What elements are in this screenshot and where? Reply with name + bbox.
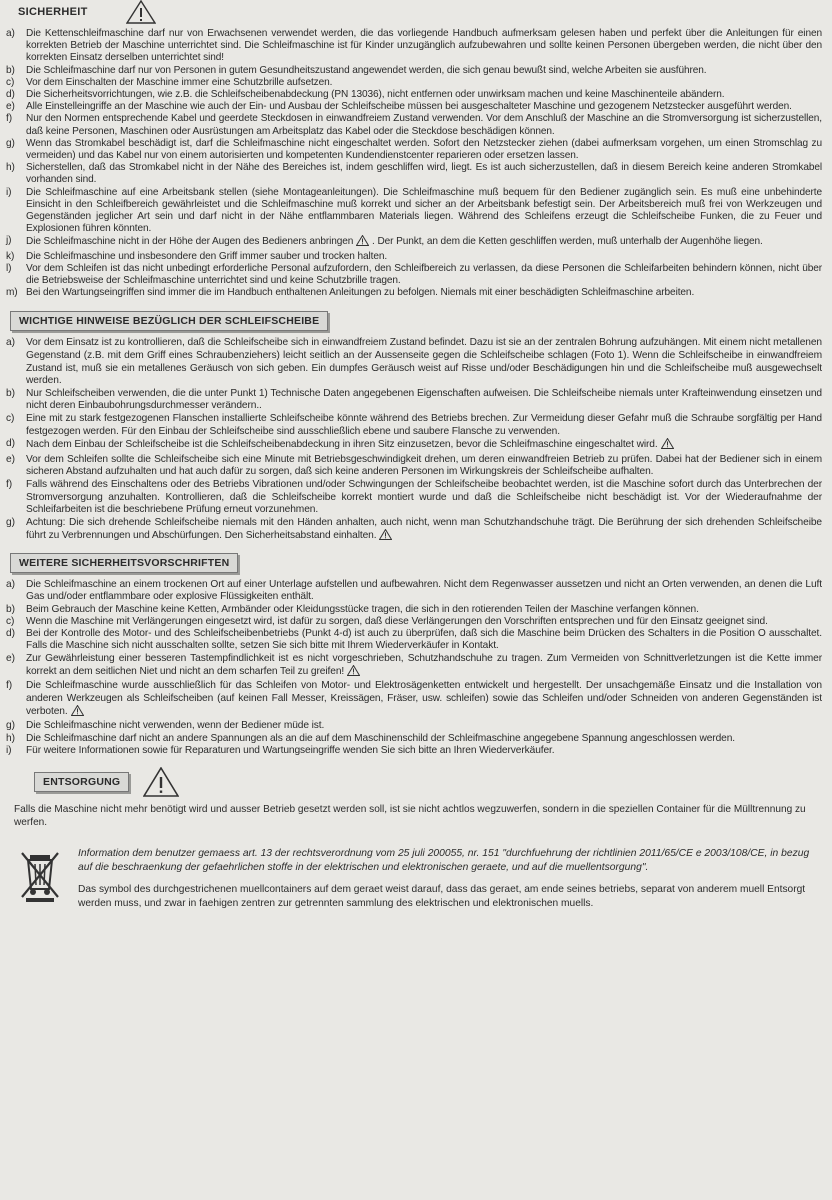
item-text [26, 616, 822, 628]
item-text-part: Nur Schleifscheiben verwenden, die die unter Punkt 1) Technische Daten angegebenen Eigenschaften aufweisen. Die Schleifscheibe niemals unter Krafteinwendung einsetzen und nicht deren Einbaubohrungsdurchmesser verändern.. [26, 387, 822, 412]
item-text [26, 162, 822, 186]
item-letter: m) [6, 287, 18, 299]
safety-item [6, 138, 822, 162]
item-text-part: Die Schleifmaschine auf eine Arbeitsbank stellen (siehe Montageanleitungen). Die Schleifmaschine muß bequem für den Bediener zugänglich sein. Es muß eine unbehinderte Einsicht in den Schleifbereich gewährleistet und die Schleifmaschine muß korrekt und sicher an der Arbeitsbank befestigt sein. Der Arbeitsbereich muß frei von Werkzeugen und Gegenständen jeglicher Art sein und darf nicht in der Nähe entflammbaren Materials liegen. Während des Schleifens erzeugt die Schleifscheibe Funken, die zu Feuer und Explosionen führen könnten. [26, 186, 822, 235]
item-letter: j) [6, 235, 12, 247]
item-text-part: Vor dem Schleifen sollte die Schleifscheibe sich eine Minute mit Betriebsgeschwindigkeit drehen, um deren einwandfreien Betrieb zu prüfen. Dabei hat der Bediener sich in einem sicheren Abstand aufzuhalten und hat auch dafür zu sorgen, daß sich keine anderen Personen im Wirkungskreis der Schleifscheibe aufhalten. [26, 453, 822, 478]
safety-item [6, 251, 822, 263]
item-letter: c) [6, 76, 15, 88]
wheel-section-header [10, 311, 328, 331]
further-list [6, 579, 822, 757]
item-text-part: Die Schleifmaschine darf nur von Personen in gutem Gesundheitszustand angewendet werden, die sich genau bewußt sind, welche Arbeiten sie ausführen. [26, 64, 707, 76]
item-letter: h) [6, 162, 15, 174]
item-text-part: Falls während des Einschaltens oder des Betriebs Vibrationen und/oder Schwingungen der Schleifscheibe beobachtet werden, ist die Maschine sofort durch das Unterbrechen der Stromversorgung anzuhalten. Kontrollieren, daß die Schleifscheibe korrekt montiert wurde und daß die Schleifscheibe nicht beschädigt ist. Vor der Wiederaufnahme der Schleifarbeiten ist die beschriebene Prüfung erneut vorzunehmen. [26, 479, 822, 516]
item-text-part: Die Kettenschleifmaschine darf nur von Erwachsenen verwendet werden, die das vorliegende Handbuch aufmerksam gelesen haben und perfekt über die Anleitungen für einen korrekten Betrieb der Maschine unterrichtet sind. Die Schleifmaschine ist für Kinder unzugänglich aufzubewahren und sollte keinen Personen übergeben werden, die nicht über den korrekten Einsatz derselben unterrichtet sind! [26, 28, 822, 64]
item-text [26, 77, 822, 89]
item-letter: f) [6, 680, 13, 692]
weee-block [6, 847, 822, 911]
warning-triangle-icon [347, 665, 360, 680]
item-letter: b) [6, 603, 15, 615]
item-letter: f) [6, 113, 12, 125]
item-text-part: Eine mit zu stark festgezogenen Flanschen installierte Schleifscheibe könnte während des Betriebs brechen. Zur Vermeidung dieser Gefahr muß die Schraube sorgfältig per Hand festgezogen werden. Für den Einbau der Schleifscheibe sind ausschließlich ebene und saubere Flansche zu verwenden. [26, 413, 822, 437]
further-item [6, 616, 822, 628]
item-letter: a) [6, 337, 15, 349]
item-text [26, 138, 822, 162]
safety-item [6, 113, 822, 137]
safety-item [6, 235, 822, 250]
weee-symbol-text: Das symbol des durchgestrichenen muellcontainers auf dem geraet weist darauf, dass das geraet, am ende seines betriebs, separat von anderem muell Entsorgt werden muss, und zwar in faehigen zentren zur getrennten sammlung des elektrischen und elektronischen muells. [78, 884, 806, 910]
safety-list [6, 28, 822, 299]
item-text [26, 187, 822, 236]
item-text [26, 337, 822, 387]
item-letter: g) [6, 720, 15, 732]
item-text [26, 89, 822, 101]
item-text [26, 733, 822, 745]
safety-item [6, 28, 822, 65]
disposal-text: Falls die Maschine nicht mehr benötigt wird und ausser Betrieb gesetzt werden soll, ist sie nicht achtlos wegzuwerfen, sondern in die speziellen Container für die Mülltrennung zu werfen. [14, 804, 806, 829]
item-text [26, 517, 822, 545]
item-text [26, 745, 822, 757]
disposal-section-header [34, 772, 129, 792]
further-item [6, 604, 822, 616]
item-text-part: Wenn die Maschine mit Verlängerungen eingesetzt wird, ist dafür zu sorgen, daß diese Verlängerungen den Vorschriften entsprechen und für den Einsatz geeignet sind. [26, 615, 768, 627]
item-text-part: Sicherstellen, daß das Stromkabel nicht in der Nähe des Bereiches ist, indem geschliffen wird, liegt. Es ist auch sicherzustellen, daß in diesem Bereich keine anderen Stromkabel vorhanden sind. [26, 162, 822, 186]
wheel-item [6, 388, 822, 413]
item-letter: a) [6, 28, 15, 39]
item-letter: d) [6, 438, 15, 450]
item-letter: k) [6, 250, 15, 262]
warning-triangle-icon [143, 767, 179, 797]
further-item [6, 720, 822, 732]
item-letter: c) [6, 615, 15, 627]
item-letter: e) [6, 101, 15, 113]
item-text [26, 680, 822, 720]
safety-item [6, 287, 822, 299]
item-letter: f) [6, 479, 13, 490]
item-text [26, 438, 822, 454]
wheel-item [6, 438, 822, 454]
item-text [26, 388, 822, 413]
item-letter: l) [6, 262, 12, 274]
safety-item [6, 101, 822, 113]
item-text-part: Vor dem Schleifen ist das nicht unbedingt erforderliche Personal aufzufordern, den Schleifbereich zu verlassen, da diese Personen die Schleifarbeiten behindern können, nicht über die Betriebsweise der Schleifmaschine unterrichtet sind und keine Schutzbrille tragen. [26, 262, 822, 287]
item-text [26, 579, 822, 604]
item-text-part: Zur Gewährleistung einer besseren Tastempfindlichkeit ist es nicht vorgeschrieben, Schutzhandschuhe zu tragen. Zum Vermeiden von Schnittverletzungen ist die Kette immer korrekt an dem seitlichen Niet und nicht an dem scharfen Teil zu greifen! [26, 652, 822, 678]
item-text-part: Die Sicherheitsvorrichtungen, wie z.B. die Schleifscheibenabdeckung (PN 13036), nicht entfernen oder unwirksam machen und keine Maschinenteile abändern. [26, 89, 725, 101]
item-letter: b) [6, 387, 15, 399]
item-text-part: Bei den Wartungseingriffen sind immer die im Handbuch enthaltenen Anleitungen zu befolgen. Niemals mit einer beschädigten Schleifmaschine arbeiten. [26, 287, 695, 299]
item-text-part: Bei der Kontrolle des Motor- und des Schleifscheibenbetriebs (Punkt 4-d) ist auch zu überprüfen, daß sich die Maschine beim Drücken des Schalters in die Position O ausschaltet. Falls die Maschine sich nicht ausschalten sollte, setzen Sie sich bitte mit Ihrem Wiederverkäufer in Kontakt. [26, 628, 822, 652]
disposal-title: ENTSORGUNG [43, 776, 121, 789]
weee-info-text: Information dem benutzer gemaess art. 13 der rechtsverordnung vom 25 juli 200055, nr. 151 "durchfuehrung der richtlinien 2011/65/CE e 2003/108/CE, in bezug auf die beschraenkung der gefaehrlichen stoffe in der elektrischen und elektronischen geraete, und auf die muellentsorgung". [78, 848, 810, 874]
item-letter: h) [6, 732, 15, 744]
item-text-part: Die Schleifmaschine darf nicht an andere Spannungen als an die auf dem Maschinenschild der Schleifmaschine angegebene Spannung angeschlossen werden. [26, 732, 735, 744]
safety-header [6, 0, 822, 24]
further-item [6, 733, 822, 745]
item-text [26, 263, 822, 287]
safety-title: SICHERHEIT [18, 6, 88, 18]
further-item [6, 680, 822, 720]
further-item [6, 579, 822, 604]
item-text [26, 604, 822, 616]
safety-item [6, 187, 822, 236]
item-letter: b) [6, 64, 15, 76]
further-title: WEITERE SICHERHEITSVORSCHRIFTEN [19, 556, 230, 569]
item-letter: g) [6, 516, 15, 528]
safety-item [6, 162, 822, 186]
item-text [26, 628, 822, 653]
crossed-bin-icon [18, 847, 62, 903]
item-letter: e) [6, 453, 15, 465]
item-text-part: Achtung: Die sich drehende Schleifscheibe niemals mit den Händen anhalten, auch nicht, wenn man Schutzhandschuhe trägt. Die Berührung der sich drehenden Schleifscheibe führt zu Verbrennungen und Abschürfungen. Den Sicherheitsabstand einhalten. [26, 516, 822, 542]
item-text [26, 720, 822, 732]
item-text-part: Nur den Normen entsprechende Kabel und geerdete Steckdosen in einwandfreiem Zustand verwenden. Vor dem Anschluß der Maschine an die Stromversorgung ist sicherzustellen, daß keine Personen, Maschinen oder Ausrüstungen am Arbeitsplatz das Kabel oder die Steckdose beschädigen können. [26, 113, 822, 137]
item-letter: i) [6, 744, 12, 756]
item-text [26, 454, 822, 479]
item-letter: i) [6, 186, 12, 198]
item-text-part: Für weitere Informationen sowie für Reparaturen und Wartungseingriffe wenden Sie sich bitte an Ihren Wiederverkäufer. [26, 744, 555, 756]
warning-triangle-icon [379, 529, 392, 545]
wheel-item [6, 517, 822, 545]
item-text-part: . Der Punkt, an dem die Ketten geschliffen werden, muß unterhalb der Augenhöhe liegen. [369, 236, 763, 248]
item-letter: d) [6, 89, 15, 101]
wheel-item [6, 454, 822, 479]
item-text-part: Alle Einstelleingriffe an der Maschine wie auch der Ein- und Ausbau der Schleifscheibe müssen bei ausgeschalteter Maschine und gezogenem Netzstecker ausgeführt werden. [26, 101, 792, 113]
wheel-item [6, 413, 822, 438]
further-item [6, 745, 822, 757]
warning-triangle-icon [126, 0, 156, 24]
safety-item [6, 65, 822, 77]
warning-triangle-icon [71, 705, 84, 720]
safety-item [6, 263, 822, 287]
warning-triangle-icon [356, 235, 369, 250]
further-section-header [10, 553, 238, 573]
item-text [26, 65, 822, 77]
item-text-part: Vor dem Einschalten der Maschine immer eine Schutzbrille aufsetzen. [26, 76, 333, 88]
item-text-part: Beim Gebrauch der Maschine keine Ketten, Armbänder oder Kleidungsstücke tragen, die sich in den rotierenden Teilen der Maschine verfangen können. [26, 603, 699, 615]
wheel-item [6, 479, 822, 517]
item-text [26, 413, 822, 438]
item-text-part: Die Schleifmaschine und insbesondere den Griff immer sauber und trocken halten. [26, 250, 388, 262]
item-letter: a) [6, 578, 15, 590]
wheel-title: WICHTIGE HINWEISE BEZÜGLICH DER SCHLEIFSCHEIBE [19, 315, 320, 328]
item-text [26, 113, 822, 137]
safety-item [6, 89, 822, 101]
item-text [26, 287, 822, 299]
item-text-part: Nach dem Einbau der Schleifscheibe ist die Schleifscheibenabdeckung in ihren Sitz einzusetzen, bevor die Schleifmaschine eingeschaltet wird. [26, 439, 658, 451]
item-text [26, 235, 822, 250]
item-letter: g) [6, 137, 15, 149]
further-item [6, 628, 822, 653]
item-text-part: Die Schleifmaschine wurde ausschließlich für das Schleifen von Motor- und Elektrosägenketten entwickelt und hergestellt. Der unsachgemäße Einsatz und die Installation von anderen Werkzeugen als Schleifscheiben (auf keinen Fall Messer, Kreissägen, Fräser, usw. schleifen) sowie das Schleifen und/oder Schneiden von anderen Gegenständen ist verboten. [26, 680, 822, 717]
item-text [26, 479, 822, 517]
item-text [26, 653, 822, 681]
item-text-part: Die Schleifmaschine nicht in der Höhe der Augen des Bedieners anbringen [26, 236, 354, 248]
item-text-part: Die Schleifmaschine an einem trockenen Ort auf einer Unterlage aufstellen und aufbewahren. Nicht dem Regenwasser aussetzen und nicht an Orten verwenden, an denen die Luft Gas und/oder entflammbare oder explosive Flüssigkeiten enthält. [26, 578, 822, 603]
further-item [6, 653, 822, 681]
item-text [26, 101, 822, 113]
item-letter: d) [6, 628, 15, 640]
wheel-item [6, 337, 822, 387]
item-text [26, 28, 822, 65]
wheel-list [6, 337, 822, 545]
item-text [26, 251, 822, 263]
safety-item [6, 77, 822, 89]
item-text-part: Wenn das Stromkabel beschädigt ist, darf die Schleifmaschine nicht eingeschaltet werden. Sofort den Netzstecker ziehen (dabei aufmerksam vorgehen, um einen Stromschlag zu vermeiden) und das Kabel nur von einem autorisierten und kompetenten Kundendienstcenter reparieren oder ersetzen lassen. [26, 137, 822, 162]
item-letter: e) [6, 652, 15, 664]
item-text-part: Die Schleifmaschine nicht verwenden, wenn der Bediener müde ist. [26, 720, 325, 732]
item-text-part: Vor dem Einsatz ist zu kontrollieren, daß die Schleifscheibe sich in einwandfreiem Zustand befindet. Dazu ist sie an der zentralen Bohrung aufzuhängen. Mit einem nicht metallenen Gegenstand (z.B. mit dem Griff eines Schraubenziehers) leicht seitlich an der Aussenseite gegen die Schleifscheibe schlagen (Foto 1). Wenn die Schleifscheibe in einwandfreiem Zustand ist, muß sie ein metallenes Geräusch von sich geben. Ein dumpfes Geräusch weist auf Risse und/oder Beschädigungen hin und die Schleifscheibe muß ausgewechselt werden. [26, 337, 822, 387]
warning-triangle-icon [661, 438, 674, 454]
item-letter: c) [6, 413, 15, 425]
